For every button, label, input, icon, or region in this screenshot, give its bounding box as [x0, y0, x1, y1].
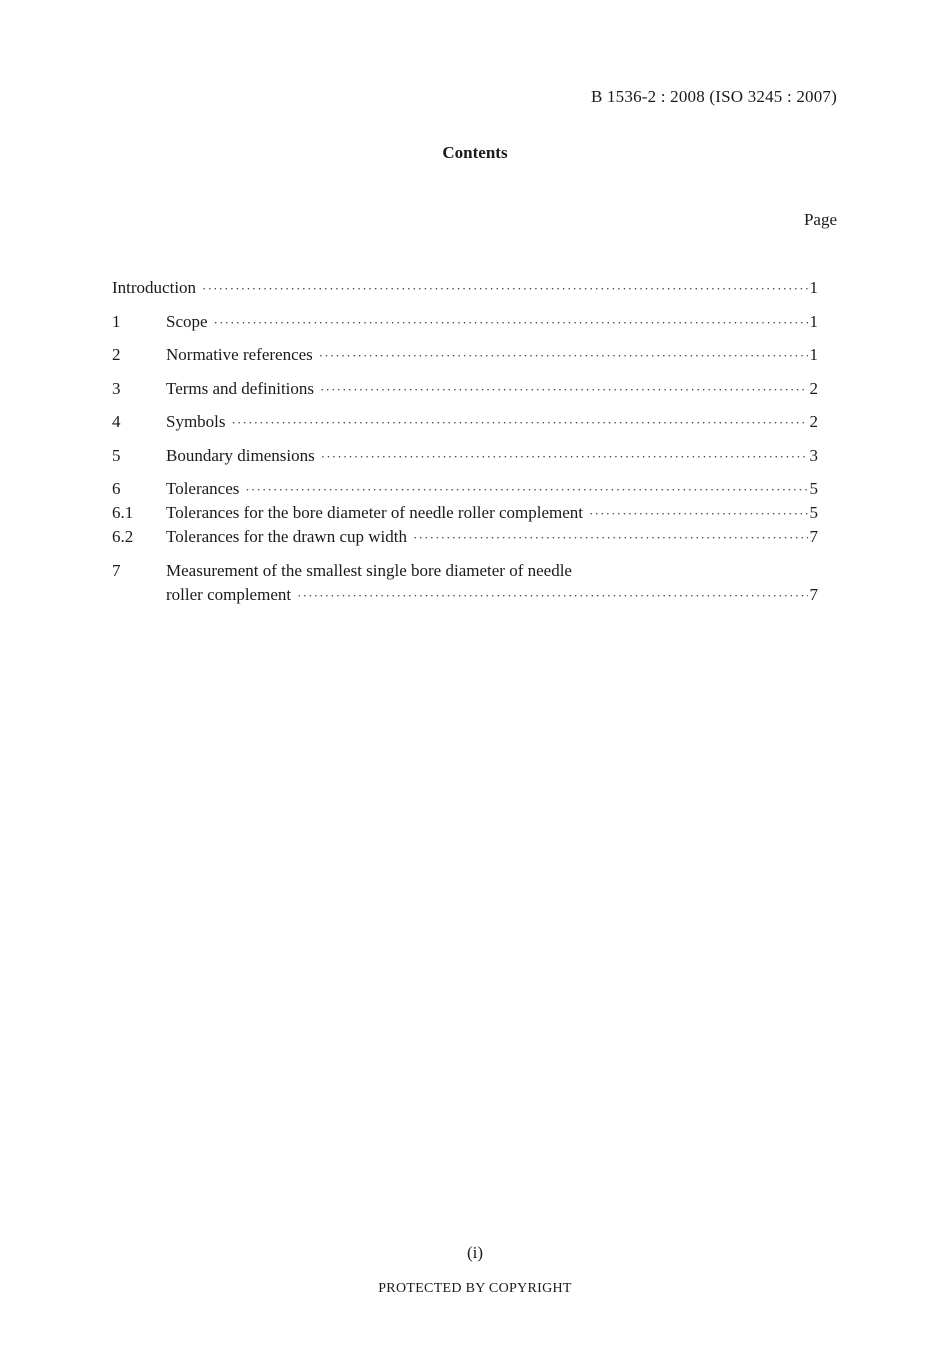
- toc-dot-leader: [245, 478, 807, 502]
- toc-entry-number: 6.2: [112, 527, 134, 546]
- toc-entry-title-line1: Measurement of the smallest single bore diameter of needle: [166, 560, 572, 580]
- toc-entry-page: 1: [809, 345, 818, 364]
- toc-entry-title: Tolerances for the drawn cup width: [166, 527, 407, 546]
- toc-entry-title: roller complement: [166, 584, 292, 604]
- toc-dot-leader: [413, 526, 808, 550]
- toc-entry-title: Terms and definitions: [166, 378, 315, 398]
- toc-entry-title: Tolerances: [166, 479, 240, 498]
- toc-dot-leader: [297, 584, 807, 608]
- toc-entry-number: 6: [112, 479, 121, 498]
- toc-entry-boundary-dimensions[interactable]: [112, 444, 818, 468]
- toc-entry-number: 1: [112, 311, 121, 331]
- toc-entry-normative-references[interactable]: [112, 343, 818, 367]
- toc-entry-page: 7: [809, 527, 818, 546]
- toc-dot-leader: [319, 344, 808, 368]
- toc-entry-title: Scope: [166, 311, 208, 331]
- standard-reference: B 1536-2 : 2008 (ISO 3245 : 2007): [590, 87, 837, 106]
- toc-dot-leader: [321, 445, 808, 469]
- toc-dot-leader: [202, 277, 807, 301]
- contents-title: Contents: [442, 143, 508, 162]
- toc-entry-page: 1: [809, 278, 818, 297]
- toc-dot-leader: [320, 378, 807, 402]
- toc-entry-page: 1: [809, 311, 818, 331]
- toc-entry-page: 5: [809, 503, 818, 522]
- toc-dot-leader: [214, 311, 808, 335]
- toc-entry-terms-and-definitions[interactable]: [112, 377, 818, 401]
- toc-entry-number: 3: [112, 378, 121, 398]
- toc-entry-number: 6.1: [112, 503, 134, 522]
- toc-entry-page: 2: [809, 378, 818, 398]
- toc-entry-page: 5: [809, 479, 818, 498]
- toc-entry-tolerances-bore-diameter[interactable]: [112, 501, 818, 525]
- toc-entry-measurement[interactable]: [112, 559, 818, 607]
- toc-entry-page: 2: [809, 412, 818, 431]
- toc-entry-tolerances[interactable]: [112, 477, 818, 501]
- toc-entry-number: 5: [112, 445, 121, 465]
- toc-entry-title: Introduction: [112, 278, 197, 297]
- toc-entry-title: Tolerances for the bore diameter of needle roller complement: [166, 503, 584, 522]
- toc-entry-symbols[interactable]: [112, 410, 818, 434]
- toc-entry-tolerances-drawn-cup-width[interactable]: [112, 525, 818, 549]
- toc-entry-number: 2: [112, 345, 121, 364]
- toc-entry-number: 4: [112, 412, 121, 431]
- toc-entry-introduction[interactable]: [112, 276, 818, 300]
- toc-entry-page: 7: [809, 584, 818, 604]
- toc-entry-page: 3: [809, 445, 818, 465]
- toc-dot-leader: [232, 411, 808, 435]
- toc-dot-leader: [589, 502, 807, 526]
- footer-copyright-notice: PROTECTED BY COPYRIGHT: [378, 1281, 572, 1296]
- toc-entry-title: Normative references: [166, 345, 313, 364]
- toc-entry-number: 7: [112, 560, 121, 580]
- toc-entry-scope[interactable]: [112, 310, 818, 334]
- toc-entry-title: Boundary dimensions: [166, 445, 315, 465]
- table-of-contents: [112, 276, 818, 607]
- page-column-label: Page: [803, 210, 837, 229]
- footer-page-number: (i): [466, 1243, 484, 1262]
- toc-entry-title: Symbols: [166, 412, 226, 431]
